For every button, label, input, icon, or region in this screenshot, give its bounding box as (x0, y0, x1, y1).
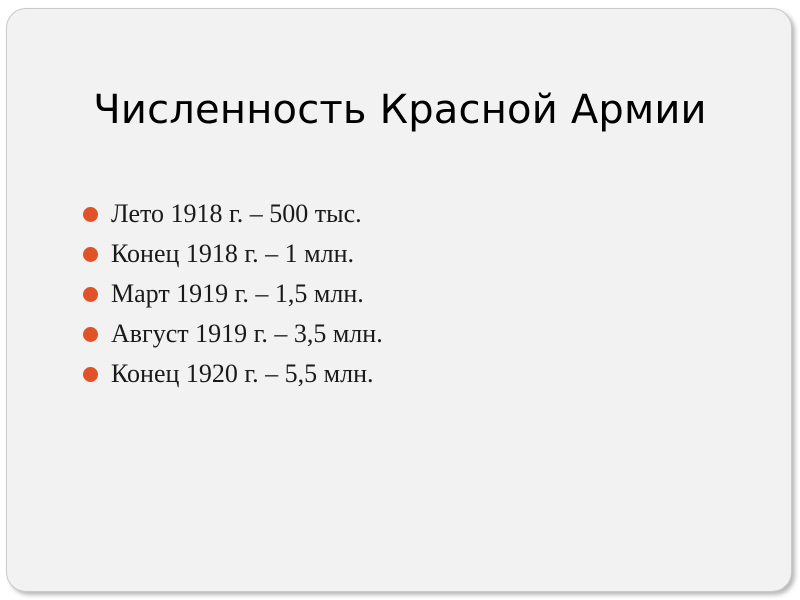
bullet-dot-icon (83, 207, 98, 222)
bullet-text: Конец 1920 г. – 5,5 млн. (111, 359, 374, 388)
slide-title: Численность Красной Армии (93, 87, 707, 133)
bullet-text: Конец 1918 г. – 1 млн. (111, 239, 354, 268)
bullet-item (83, 194, 383, 234)
bullet-text: Март 1919 г. – 1,5 млн. (111, 279, 364, 308)
bullet-dot-icon (83, 327, 98, 342)
bullet-dot-icon (83, 247, 98, 262)
bullet-item (83, 314, 383, 354)
bullet-list (83, 194, 383, 394)
bullet-text: Лето 1918 г. – 500 тыс. (111, 199, 362, 228)
bullet-item (83, 354, 383, 394)
bullet-item (83, 234, 383, 274)
bullet-text: Август 1919 г. – 3,5 млн. (111, 319, 383, 348)
bullet-dot-icon (83, 367, 98, 382)
bullet-item (83, 274, 383, 314)
bullet-dot-icon (83, 287, 98, 302)
